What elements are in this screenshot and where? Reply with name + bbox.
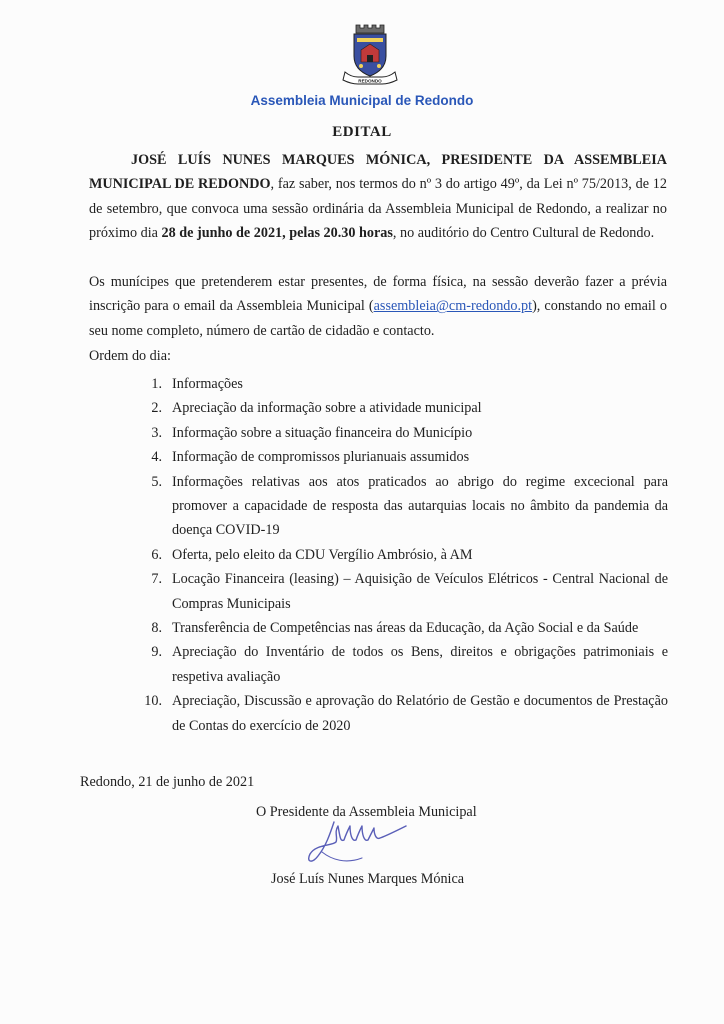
- agenda-item: [140, 372, 668, 396]
- agenda-item: [140, 396, 668, 420]
- announcement-text-b: , no auditório do Centro Cultural de Redondo.: [392, 225, 655, 242]
- agenda-item: [140, 445, 668, 469]
- agenda-item-text: Oferta, pelo eleito da CDU Vergílio Ambrósio, à AM: [172, 546, 473, 563]
- handwritten-signature-icon: [302, 812, 422, 874]
- agenda-item: [140, 616, 668, 640]
- registration-text-a: Os munícipes que pretenderem estar presentes, de forma física, na sessão deverão fazer a prévia inscrição para o email da Assembleia Municipal (: [89, 274, 667, 315]
- agenda-item-number: 2.: [151, 400, 162, 417]
- agenda-item: [140, 421, 668, 445]
- session-datetime: 28 de junho de 2021, pelas 20.30 horas: [161, 225, 393, 242]
- agenda-item-text: Informação sobre a situação financeira do Município: [172, 424, 473, 441]
- agenda-item-text: Informações: [172, 376, 243, 392]
- agenda-item-number: 8.: [151, 620, 162, 637]
- signature-title: O Presidente da Assembleia Municipal: [256, 804, 477, 820]
- agenda-item-number: 1.: [151, 376, 162, 392]
- agenda-item-number: 10.: [144, 693, 162, 710]
- date-line: Redondo, 21 de junho de 2021: [80, 774, 255, 790]
- agenda-item-text: Informação de compromissos plurianuais assumidos: [172, 449, 470, 466]
- email-link[interactable]: assembleia@cm-redondo.pt: [373, 298, 533, 315]
- agenda-item: [140, 470, 668, 543]
- agenda-item-text: Apreciação da informação sobre a atividade municipal: [172, 400, 482, 417]
- president-lead: JOSÉ LUÍS NUNES MARQUES MÓNICA, PRESIDENTE DA ASSEMBLEIA MUNICIPAL DE REDONDO: [89, 152, 667, 193]
- registration-paragraph: [89, 270, 667, 343]
- announcement-text-a: , faz saber, nos termos do nº 3 do artigo 49º, da Lei nº 75/2013, de 12 de setembro, que convoca uma sessão ordinária da Assembleia Municipal de Redondo, a realizar no próximo dia: [89, 176, 667, 242]
- agenda-list: [140, 372, 668, 738]
- agenda-item-number: 7.: [151, 571, 162, 588]
- agenda-item-text: Transferência de Competências nas áreas da Educação, da Ação Social e da Saúde: [172, 620, 639, 637]
- agenda-item-text: Apreciação do Inventário de todos os Bens, direitos e obrigações patrimoniais e respetiva avaliação: [172, 644, 668, 685]
- agenda-item-number: 3.: [151, 424, 162, 441]
- agenda-item-text: Locação Financeira (leasing) – Aquisição de Veículos Elétricos - Central Nacional de Compras Municipais: [172, 571, 668, 612]
- crest-ribbon-label: REDONDO: [358, 78, 382, 84]
- agenda-item-number: 6.: [151, 546, 162, 563]
- agenda-item-number: 5.: [151, 473, 162, 490]
- agenda-item-text: Informações relativas aos atos praticados ao abrigo do regime excecional para promover a capacidade de resposta das autarquias locais no âmbito da pandemia da doença COVID-19: [172, 473, 668, 539]
- announcement-paragraph: [89, 148, 667, 246]
- agenda-item-number: 9.: [151, 644, 162, 661]
- agenda-item: [140, 689, 668, 738]
- registration-text-b: ), constando no email o seu nome completo, número de cartão de cidadão e contacto.: [89, 298, 667, 339]
- agenda-item: [140, 567, 668, 616]
- signature-name: José Luís Nunes Marques Mónica: [271, 871, 465, 887]
- assembly-name: Assembleia Municipal de Redondo: [250, 93, 474, 108]
- agenda-heading: Ordem do dia:: [89, 348, 171, 364]
- municipal-crest-icon: [337, 20, 403, 86]
- document-title: EDITAL: [332, 124, 392, 140]
- agenda-item: [140, 640, 668, 689]
- agenda-item: [140, 543, 668, 567]
- agenda-item-text: Apreciação, Discussão e aprovação do Relatório de Gestão e documentos de Prestação de Contas do exercício de 2020: [172, 693, 668, 734]
- agenda-item-number: 4.: [151, 449, 162, 466]
